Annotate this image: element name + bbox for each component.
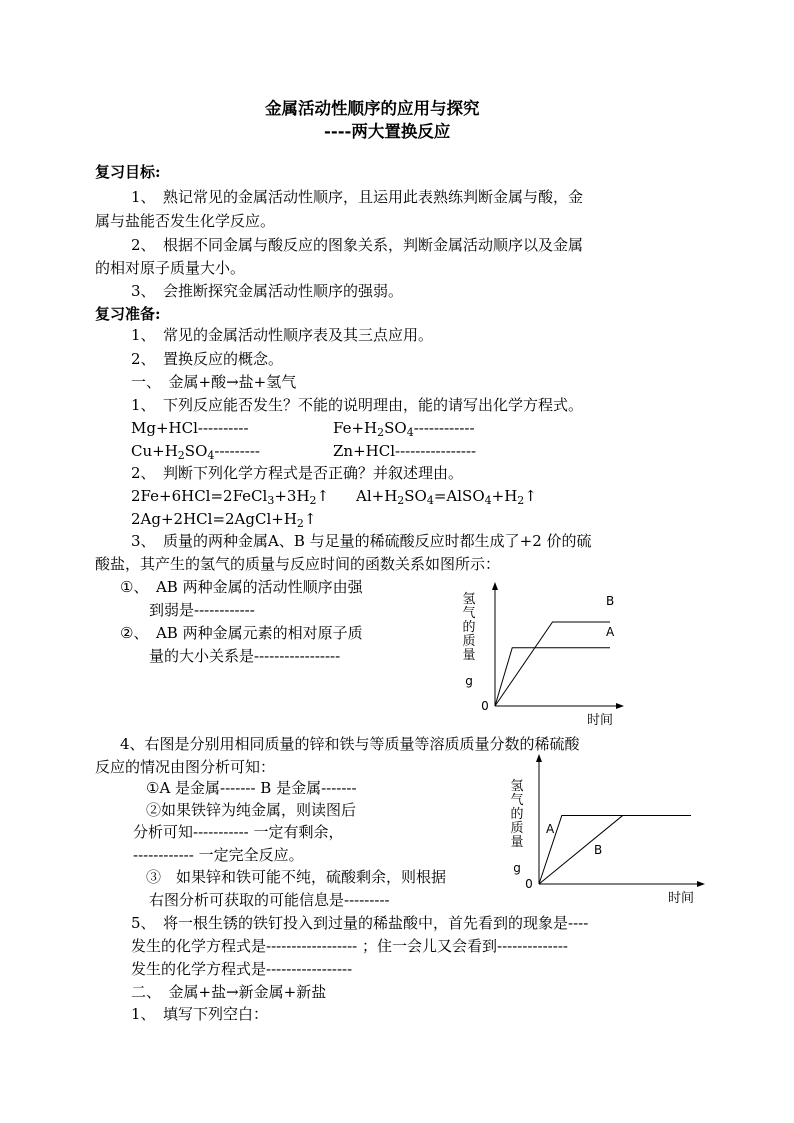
- series-line-B: [495, 622, 610, 706]
- y-axis-label-char: 量: [510, 835, 524, 850]
- y-axis-label-char: 质: [510, 821, 524, 836]
- y-axis-label-char: 气: [510, 793, 524, 808]
- question-4-line-2: 反应的情况由图分析可知：: [95, 758, 276, 776]
- goal-1-line-2: 属与盐能否发生化学反应。: [95, 212, 276, 230]
- x-axis-arrow: [697, 881, 705, 887]
- question-5-line-2: 发生的化学方程式是------------------ ；住一会儿又会看到--------------: [131, 937, 568, 955]
- question-3-line-2: 酸盐，其产生的氢气的质量与反应时间的函数关系如图所示：: [95, 555, 501, 573]
- page-title: 金属活动性顺序的应用与探究: [265, 99, 480, 118]
- prep-heading: 复习准备:: [95, 305, 161, 323]
- y-axis-label-char: 氢: [510, 779, 524, 794]
- series-label-B: B: [594, 843, 603, 857]
- question-4-item-2-line-2: 分析可知----------- 一定有剩余，: [133, 823, 344, 841]
- series-label-A: A: [546, 822, 555, 836]
- x-axis-label: 时间: [667, 891, 695, 906]
- series-line-B: [539, 816, 691, 884]
- section-2-heading: 二、 金属+盐→新金属+新盐: [131, 983, 327, 1001]
- series-line-A: [539, 816, 691, 884]
- series-label-B: B: [606, 594, 615, 608]
- series-label-A: A: [606, 625, 615, 639]
- prep-item-2: 2、 置换反应的概念。: [131, 350, 284, 368]
- question-5-line-3: 发生的化学方程式是-----------------: [131, 960, 353, 978]
- question-3-item-2-line-2: 量的大小关系是-----------------: [149, 647, 341, 665]
- equation-fe-hcl: $2Fe+6HCl=2FeCl_3+3H_2↑$: [131, 487, 330, 507]
- question-4-line-1: 4、右图是分别用相同质量的锌和铁与等质量等溶质质量分数的稀硫酸: [120, 735, 580, 753]
- question-4-item-2-line-3: ------------ 一定完全反应。: [133, 846, 304, 864]
- question-1: 1、 下列反应能否发生？不能的说明理由，能的请写出化学方程式。: [131, 396, 584, 414]
- origin-label: 0: [481, 699, 489, 713]
- y-axis-label-char: 质: [462, 634, 476, 649]
- y-axis-arrow: [492, 582, 498, 590]
- question-3-item-2-line-1: ②、 AB 两种金属元素的相对原子质: [120, 624, 363, 642]
- x-axis-arrow: [616, 703, 624, 709]
- reaction-mg-hcl: Mg+HCl----------: [131, 419, 249, 437]
- y-axis-label-char: 氢: [462, 592, 476, 607]
- y-axis-arrow: [536, 754, 542, 762]
- y-axis-unit: g: [513, 861, 521, 875]
- prep-item-1: 1、 常见的金属活动性顺序表及其三点应用。: [131, 326, 434, 344]
- y-axis-label-char: 气: [462, 606, 476, 621]
- goal-3: 3、 会推断探究金属活动性顺序的强弱。: [131, 282, 404, 300]
- question-4-item-1: ①A 是金属------- B 是金属-------: [146, 779, 357, 797]
- goal-2-line-2: 的相对原子质量大小。: [95, 259, 246, 277]
- question-3-item-1-line-1: ①、 AB 两种金属的活动性顺序由强: [120, 578, 363, 596]
- section-2-question-1: 1、 填写下列空白：: [131, 1005, 269, 1023]
- reaction-zn-hcl: Zn+HCl----------------: [333, 442, 477, 460]
- origin-label: 0: [525, 877, 533, 891]
- series-line-A: [495, 648, 610, 706]
- y-axis-label-char: 的: [510, 807, 524, 822]
- question-3-line-1: 3、 质量的两种金属A、B 与足量的稀硫酸反应时都生成了+2 价的硫: [131, 532, 592, 550]
- hydrogen-mass-chart-2: [506, 758, 716, 913]
- x-axis-label: 时间: [586, 713, 614, 728]
- question-5-line-1: 5、 将一根生锈的铁钉投入到过量的稀盐酸中，首先看到的现象是----: [131, 914, 589, 932]
- goal-2-line-1: 2、 根据不同金属与酸反应的图象关系，判断金属活动顺序以及金属: [131, 236, 584, 254]
- question-3-item-1-line-2: 到弱是------------: [149, 601, 255, 619]
- section-1-heading: 一、 金属+酸→盐+氢气: [131, 373, 297, 391]
- y-axis-unit: g: [465, 674, 473, 688]
- hydrogen-mass-chart-1: [455, 575, 655, 728]
- equation-al-h2so4: $Al+H_2SO_4=AlSO_4+H_2↑$: [356, 487, 537, 507]
- reaction-cu-h2so4: $Cu+H_2SO_4---------$: [131, 442, 260, 462]
- y-axis-label-char: 的: [462, 620, 476, 635]
- question-4-item-2-line-1: ②如果铁锌为纯金属，则读图后: [146, 801, 357, 819]
- y-axis-label-char: 量: [462, 648, 476, 663]
- equation-ag-hcl: $2Ag+2HCl=2AgCl+H_2↑$: [131, 510, 317, 530]
- question-4-item-3-line-1: ③ 如果锌和铁可能不纯，硫酸剩余，则根据: [146, 868, 447, 886]
- question-4-item-3-line-2: 右图分析可获取的可能信息是---------: [149, 891, 390, 909]
- goal-1-line-1: 1、 熟记常见的金属活动性顺序，且运用此表熟练判断金属与酸，金: [131, 188, 584, 206]
- page-subtitle: ----两大置换反应: [324, 122, 451, 141]
- reaction-fe-h2so4: $Fe+H_2SO_4------------$: [333, 419, 475, 439]
- question-2: 2、 判断下列化学方程式是否正确？并叙述理由。: [131, 464, 464, 482]
- goals-heading: 复习目标:: [95, 163, 161, 181]
